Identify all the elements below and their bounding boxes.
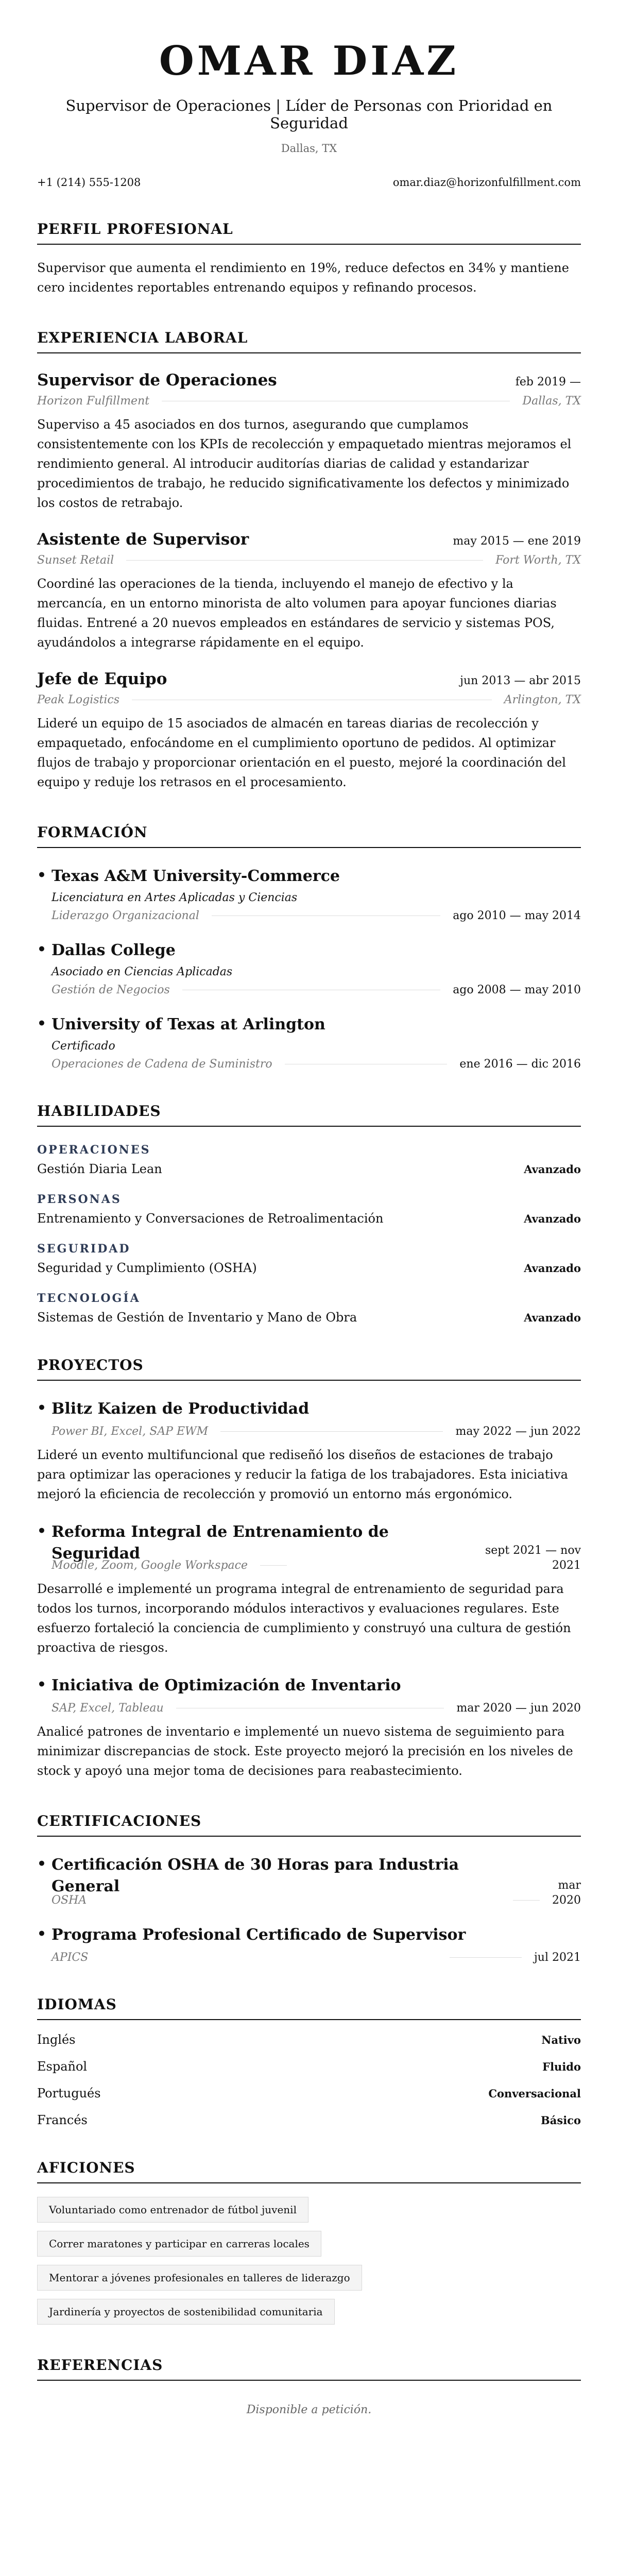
language-level: Fluido bbox=[542, 2060, 581, 2073]
skill-category: PERSONAS bbox=[37, 1193, 122, 1206]
section-title: EXPERIENCIA LABORAL bbox=[37, 329, 581, 353]
hobby-tag: Correr maratones y participar en carreras locales bbox=[37, 2231, 321, 2257]
language-name: Español bbox=[37, 2059, 88, 2074]
section-title: PERFIL PROFESIONAL bbox=[37, 221, 581, 245]
bullet-icon: • bbox=[37, 867, 46, 884]
language-name: Portugués bbox=[37, 2086, 101, 2100]
skill-level: Avanzado bbox=[524, 1163, 581, 1176]
project-dates bbox=[485, 1544, 581, 1557]
job-entry bbox=[37, 670, 581, 792]
degree: Licenciatura en Artes Aplicadas y Ciencias bbox=[52, 891, 298, 904]
language-name: Inglés bbox=[37, 2032, 76, 2047]
bullet-icon: • bbox=[37, 1522, 46, 1539]
skill-category: SEGURIDAD bbox=[37, 1242, 131, 1256]
profile-text: Supervisor que aumenta el rendimiento en 19%, reduce defectos en 34% y mantiene cero incidentes reportables entrenando equipos y refinando procesos. bbox=[37, 261, 569, 295]
certification-date-line: 2020 bbox=[552, 1894, 581, 1907]
skills-section bbox=[37, 1103, 581, 1325]
contact-row bbox=[37, 176, 581, 189]
hobby-tag: Voluntariado como entrenador de fútbol juvenil bbox=[37, 2197, 308, 2223]
certifications-section bbox=[37, 1812, 581, 1964]
project-tools: Moodle, Zoom, Google Workspace bbox=[52, 1559, 248, 1572]
bullet-icon: • bbox=[37, 1925, 46, 1942]
job-description: Coordiné las operaciones de la tienda, incluyendo el manejo de efectivo y la mercancía, en un entorno minorista de alto volumen para apoyar funciones diarias fluidas. Entrené a 20 nuevos empleados en estándares de servicio y sistemas POS, ayudándolos a integrarse rápidamente en el equipo. bbox=[37, 577, 557, 650]
skill-category: TECNOLOGÍA bbox=[37, 1292, 141, 1305]
company: Horizon Fulfillment bbox=[37, 395, 150, 408]
candidate-name: OMAR DIAZ bbox=[159, 38, 459, 84]
degree: Certificado bbox=[52, 1040, 115, 1053]
language-level: Conversacional bbox=[488, 2087, 581, 2100]
certification-date-line: mar bbox=[558, 1879, 581, 1892]
project-entry bbox=[37, 1398, 581, 1504]
language-level: Nativo bbox=[541, 2033, 581, 2046]
language-row bbox=[37, 2086, 581, 2100]
skill-row bbox=[37, 1162, 581, 1176]
section-title: PROYECTOS bbox=[37, 1357, 581, 1381]
bullet-icon: • bbox=[37, 1855, 46, 1872]
section-title: FORMACIÓN bbox=[37, 824, 581, 848]
project-entry bbox=[37, 1521, 581, 1657]
education-entry bbox=[37, 866, 581, 922]
certification-entry bbox=[37, 1854, 581, 1907]
project-dates-line: sept 2021 — nov bbox=[485, 1544, 581, 1557]
section-title: AFICIONES bbox=[37, 2159, 581, 2183]
project-entry bbox=[37, 1675, 581, 1781]
project-title: Iniciativa de Optimización de Inventario bbox=[52, 1676, 401, 1694]
phone: +1 (214) 555-1208 bbox=[37, 176, 141, 189]
project-dates: may 2022 — jun 2022 bbox=[455, 1425, 581, 1438]
job-dates: jun 2013 — abr 2015 bbox=[460, 674, 581, 687]
certification-title-line: General bbox=[52, 1877, 120, 1895]
job-description: Superviso a 45 asociados en dos turnos, asegurando que cumplamos consistentemente con los KPIs de recolección y empaquetado mientras mejoramos el rendimiento general. Al introducir auditorías diarias de calidad y estandarizar procedimientos de trabajo, he reducido significativamente los defectos y minimizado los costos de retrabajo. bbox=[37, 417, 572, 510]
projects-section bbox=[37, 1357, 581, 1781]
project-description: Lideré un evento multifuncional que rediseñó los diseños de estaciones de trabajo para optimizar las operaciones y reducir la fatiga de los trabajadores. Esta iniciativa mejoró la eficiencia de recolección y promovió un entorno más ergonómico. bbox=[37, 1448, 568, 1501]
language-level: Básico bbox=[541, 2114, 581, 2127]
project-title-line: Reforma Integral de Entrenamiento de bbox=[52, 1523, 389, 1541]
bullet-icon: • bbox=[37, 941, 46, 958]
project-title: Blitz Kaizen de Productividad bbox=[52, 1400, 310, 1418]
bullet-icon: • bbox=[37, 1676, 46, 1693]
company: Sunset Retail bbox=[37, 554, 114, 567]
bullet-icon: • bbox=[37, 1399, 46, 1416]
certification-date: jul 2021 bbox=[534, 1951, 581, 1964]
skill-row bbox=[37, 1310, 581, 1325]
hobby-list bbox=[37, 2197, 581, 2325]
project-title bbox=[52, 1521, 581, 1565]
job-location: Fort Worth, TX bbox=[495, 554, 581, 567]
leader-line bbox=[513, 1900, 540, 1901]
skill-category: OPERACIONES bbox=[37, 1143, 151, 1157]
section-title: REFERENCIAS bbox=[37, 2357, 581, 2381]
project-description: Analicé patrones de inventario e implementé un nuevo sistema de seguimiento para minimizar discrepancias de stock. Este proyecto mejoró la precisión en los niveles de stock y apoyó una mejor toma de decisiones para reabastecimiento. bbox=[37, 1724, 573, 1778]
field-of-study: Liderazgo Organizacional bbox=[52, 909, 199, 922]
school-name: Dallas College bbox=[52, 941, 176, 959]
profile-section bbox=[37, 221, 581, 297]
school-name: Texas A&M University-Commerce bbox=[52, 867, 340, 885]
certification-entry bbox=[37, 1924, 581, 1964]
language-row bbox=[37, 2032, 581, 2047]
skill-row bbox=[37, 1211, 581, 1226]
field-of-study: Gestión de Negocios bbox=[52, 984, 170, 996]
education-dates: ago 2010 — may 2014 bbox=[453, 909, 581, 922]
skill-level: Avanzado bbox=[524, 1262, 581, 1275]
leader-line bbox=[450, 1957, 522, 1958]
language-row bbox=[37, 2113, 581, 2127]
leader-line bbox=[260, 1565, 287, 1566]
certification-issuer: APICS bbox=[52, 1951, 89, 1964]
hobbies-section bbox=[37, 2159, 581, 2325]
education-entry bbox=[37, 940, 581, 996]
language-name: Francés bbox=[37, 2113, 88, 2127]
school-name: University of Texas at Arlington bbox=[52, 1015, 325, 1033]
skill-level: Avanzado bbox=[524, 1311, 581, 1324]
project-description: Desarrollé e implementé un programa integral de entrenamiento de seguridad para todos los turnos, incorporando módulos interactivos y evaluaciones regulares. Este esfuerzo fortaleció la conciencia de cumplimiento y construyó una cultura de gestión proactiva de riesgos. bbox=[37, 1582, 571, 1655]
experience-section bbox=[37, 329, 581, 792]
project-title-line: Seguridad bbox=[52, 1545, 141, 1563]
references-text: Disponible a petición. bbox=[246, 2403, 372, 2416]
education-dates: ago 2008 — may 2010 bbox=[453, 984, 581, 996]
leader-line bbox=[220, 1431, 443, 1432]
email: omar.diaz@horizonfulfillment.com bbox=[392, 176, 581, 189]
references-section bbox=[37, 2357, 581, 2416]
job-location: Arlington, TX bbox=[504, 693, 581, 706]
certification-title-line: Certificación OSHA de 30 Horas para Industria bbox=[52, 1856, 459, 1874]
job-title: Jefe de Equipo bbox=[37, 670, 167, 688]
skill-row bbox=[37, 1261, 581, 1275]
skill-name: Sistemas de Gestión de Inventario y Mano de Obra bbox=[37, 1310, 357, 1325]
leader-line bbox=[126, 560, 483, 561]
project-dates: mar 2020 — jun 2020 bbox=[456, 1702, 581, 1715]
job-entry bbox=[37, 371, 581, 513]
section-title: IDIOMAS bbox=[37, 1996, 581, 2020]
job-dates: may 2015 — ene 2019 bbox=[453, 535, 581, 548]
job-title: Supervisor de Operaciones bbox=[37, 371, 277, 389]
job-description: Lideré un equipo de 15 asociados de almacén en tareas diarias de recolección y empaquetado, enfocándome en el cumplimiento oportuno de pedidos. Al optimizar flujos de trabajo y proporcionar orientación en el puesto, mejoré la coordinación del equipo y reduje los retrasos en el procesamiento. bbox=[37, 716, 566, 789]
education-dates: ene 2016 — dic 2016 bbox=[459, 1058, 581, 1071]
hobby-tag: Mentorar a jóvenes profesionales en talleres de liderazgo bbox=[37, 2265, 362, 2291]
company: Peak Logistics bbox=[37, 693, 120, 706]
project-tools: SAP, Excel, Tableau bbox=[52, 1702, 164, 1715]
section-title: CERTIFICACIONES bbox=[37, 1812, 581, 1837]
degree: Asociado en Ciencias Aplicadas bbox=[52, 965, 233, 978]
skill-name: Entrenamiento y Conversaciones de Retroalimentación bbox=[37, 1211, 384, 1226]
education-entry bbox=[37, 1014, 581, 1071]
hobby-tag: Jardinería y proyectos de sostenibilidad comunitaria bbox=[37, 2299, 335, 2325]
section-title: HABILIDADES bbox=[37, 1103, 581, 1127]
job-location: Dallas, TX bbox=[522, 395, 581, 408]
location: Dallas, TX bbox=[281, 142, 337, 155]
education-section bbox=[37, 824, 581, 1071]
job-dates: feb 2019 — bbox=[515, 376, 581, 388]
languages-section bbox=[37, 1996, 581, 2127]
field-of-study: Operaciones de Cadena de Suministro bbox=[52, 1058, 272, 1071]
bullet-icon: • bbox=[37, 1015, 46, 1032]
project-tools: Power BI, Excel, SAP EWM bbox=[52, 1425, 209, 1438]
skill-level: Avanzado bbox=[524, 1212, 581, 1225]
language-row bbox=[37, 2059, 581, 2074]
certification-title: Programa Profesional Certificado de Supervisor bbox=[52, 1926, 466, 1944]
certification-issuer: OSHA bbox=[52, 1894, 87, 1907]
project-dates-line: 2021 bbox=[552, 1559, 581, 1572]
headline: Supervisor de Operaciones | Líder de Personas con Prioridad en Seguridad bbox=[65, 97, 553, 132]
skill-name: Seguridad y Cumplimiento (OSHA) bbox=[37, 1261, 257, 1275]
job-title: Asistente de Supervisor bbox=[37, 530, 249, 549]
skill-name: Gestión Diaria Lean bbox=[37, 1162, 162, 1176]
job-entry bbox=[37, 530, 581, 652]
